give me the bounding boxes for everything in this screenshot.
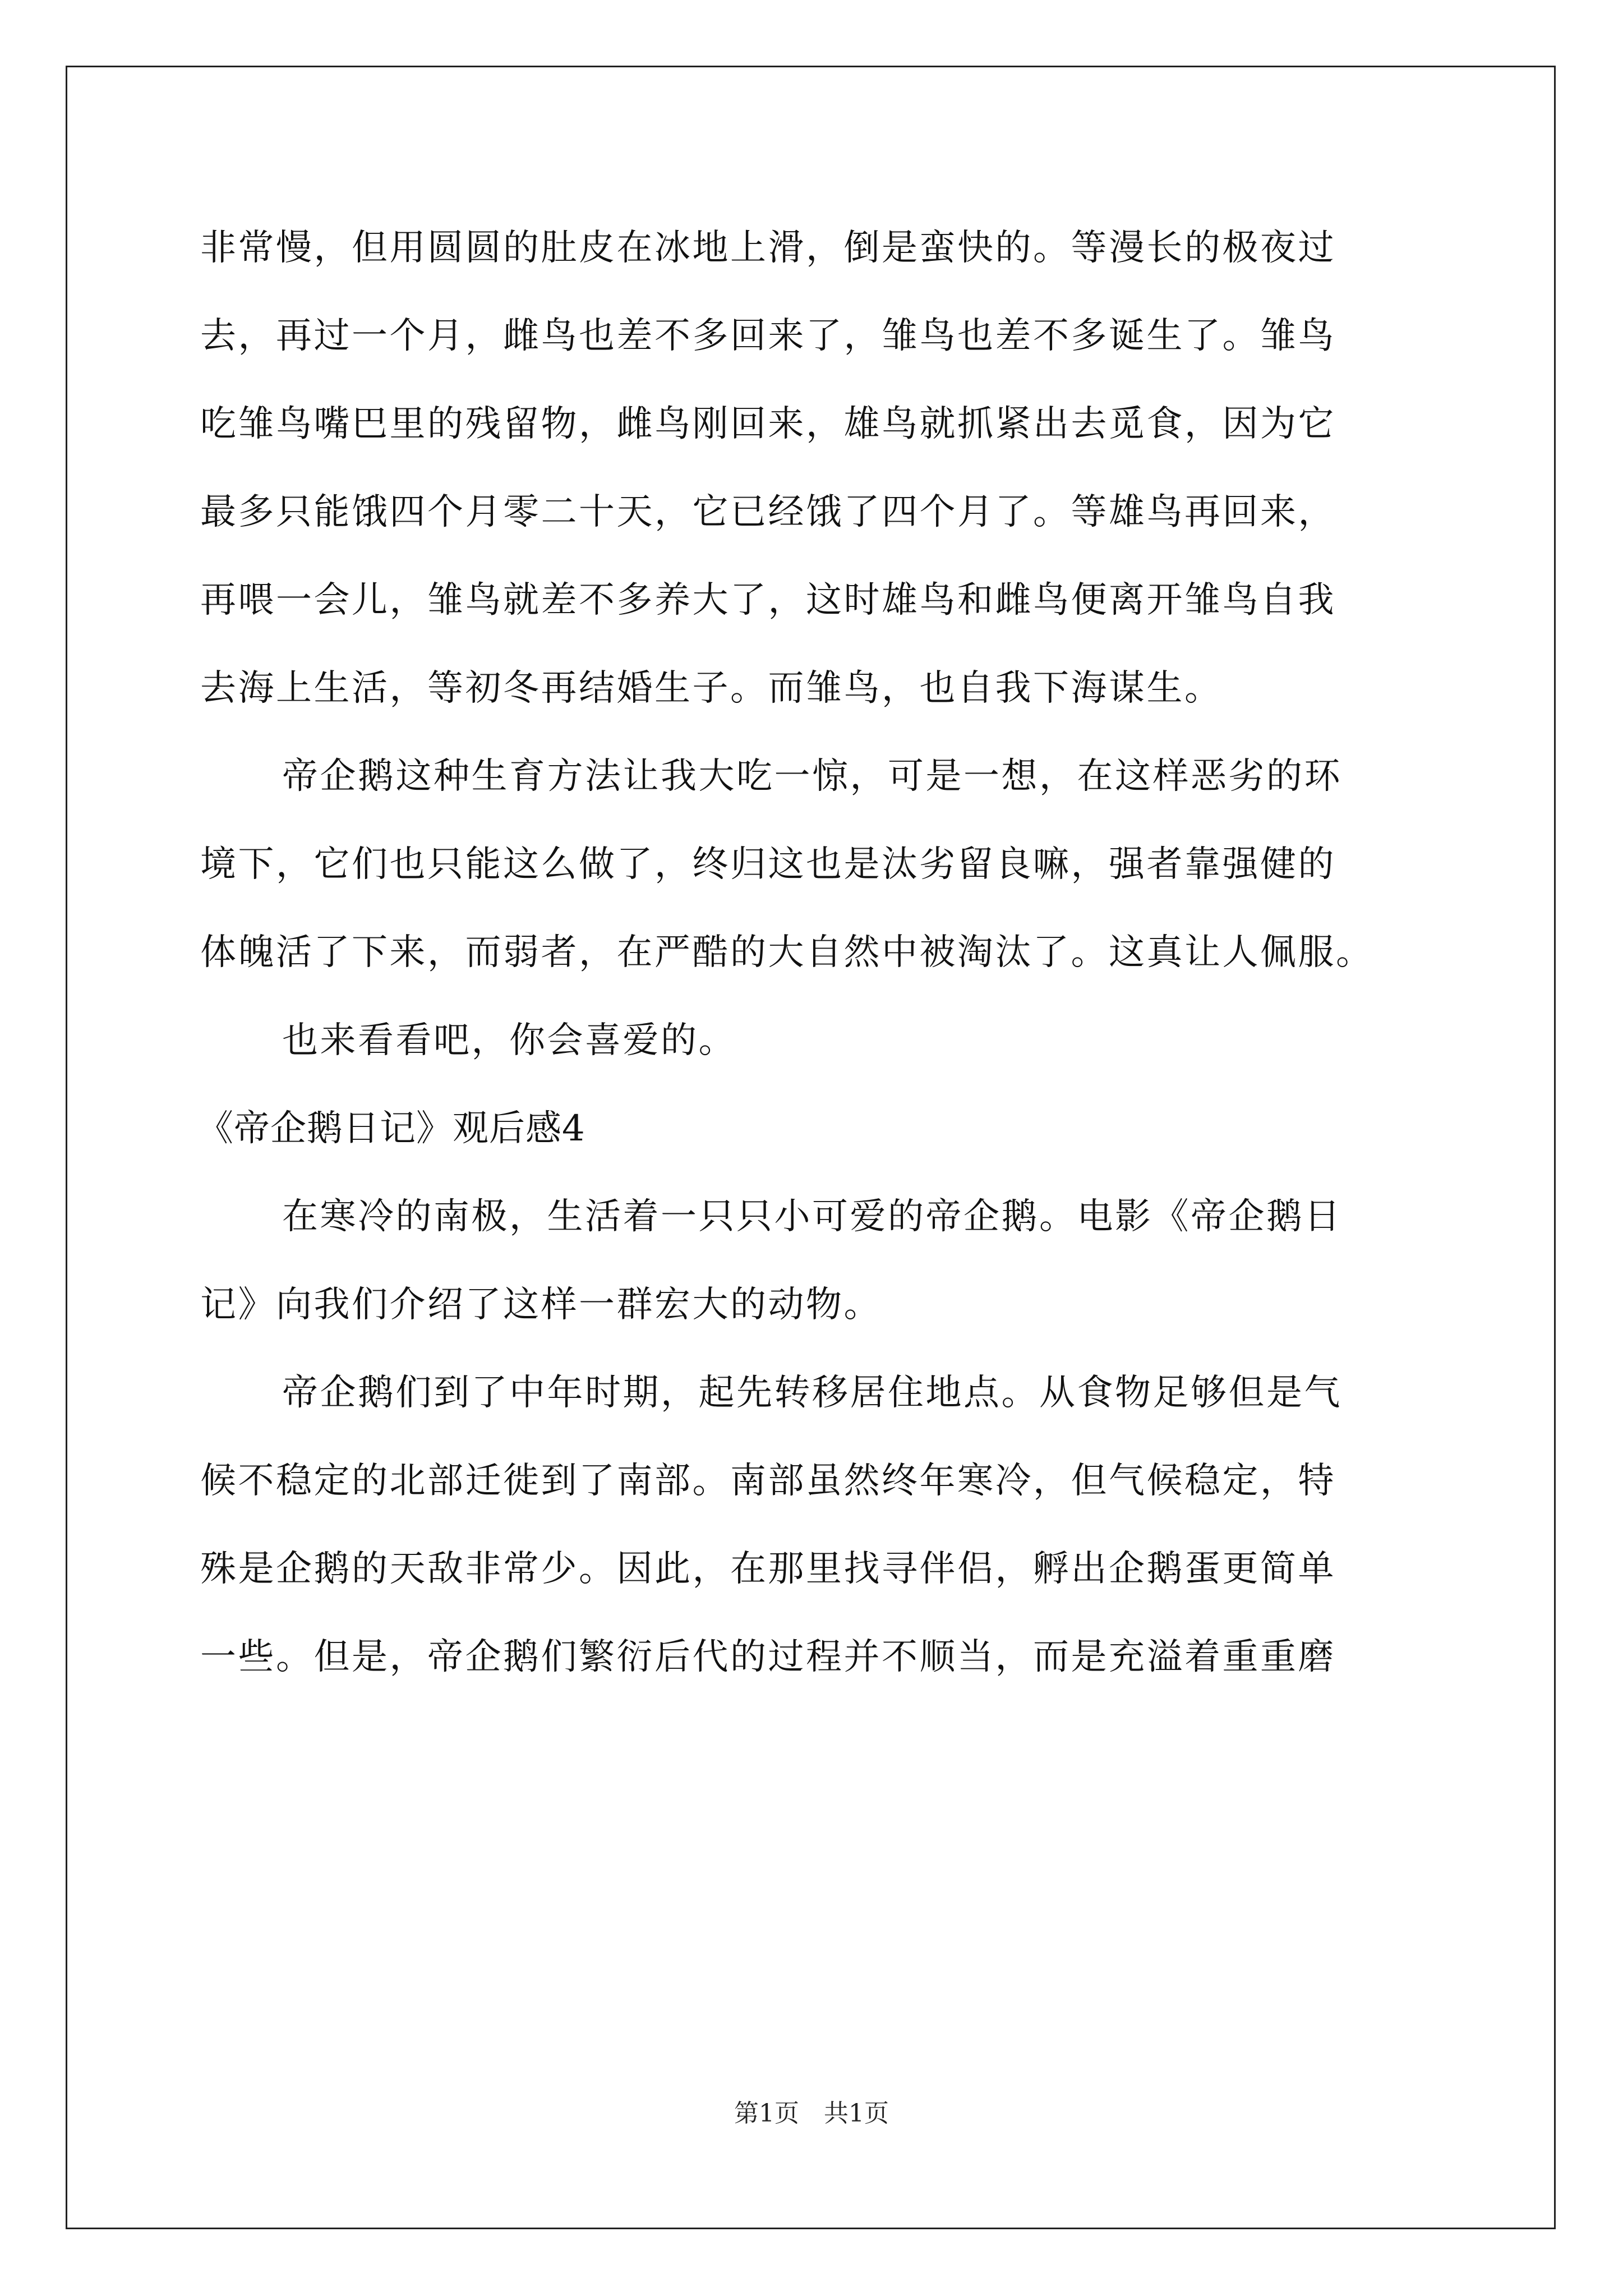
paragraph-line: 境下，它们也只能这么做了，终归这也是汰劣留良嘛，强者靠强健的 [200, 844, 1336, 885]
paragraph-line: 帝企鹅们到了中年时期，起先转移居住地点。从食物足够但是气 [282, 1372, 1342, 1414]
paragraph-line: 吃雏鸟嘴巴里的残留物，雌鸟刚回来，雄鸟就抓紧出去觅食，因为它 [200, 403, 1336, 445]
paragraph-line: 体魄活了下来，而弱者，在严酷的大自然中被淘汰了。这真让人佩服。 [200, 932, 1374, 973]
paragraph-line: 帝企鹅这种生育方法让我大吃一惊，可是一想，在这样恶劣的环 [282, 756, 1342, 797]
paragraph-line: 候不稳定的北部迁徙到了南部。南部虽然终年寒冷，但气候稳定，特 [200, 1460, 1336, 1502]
paragraph-line: 去，再过一个月，雌鸟也差不多回来了，雏鸟也差不多诞生了。雏鸟 [200, 315, 1336, 357]
paragraph-line: 一些。但是，帝企鹅们繁衍后代的过程并不顺当，而是充溢着重重磨 [200, 1636, 1336, 1678]
section-heading: 《帝企鹅日记》观后感4 [197, 1108, 585, 1149]
paragraph-line: 也来看看吧，你会喜爱的。 [282, 1020, 736, 1061]
paragraph-line: 最多只能饿四个月零二十天，它已经饿了四个月了。等雄鸟再回来， [200, 491, 1336, 533]
paragraph-line: 记》向我们介绍了这样一群宏大的动物。 [200, 1284, 882, 1326]
paragraph-line: 去海上生活，等初冬再结婚生子。而雏鸟，也自我下海谋生。 [200, 668, 1223, 709]
paragraph-line: 在寒冷的南极，生活着一只只小可爱的帝企鹅。电影《帝企鹅日 [282, 1196, 1342, 1237]
paragraph-line: 殊是企鹅的天敌非常少。因此，在那里找寻伴侣，孵出企鹅蛋更简单 [200, 1548, 1336, 1590]
page-footer: 第1页 共1页 [734, 2099, 889, 2128]
paragraph-line: 非常慢，但用圆圆的肚皮在冰地上滑，倒是蛮快的。等漫长的极夜过 [200, 227, 1336, 269]
paragraph-line: 再喂一会儿，雏鸟就差不多养大了，这时雄鸟和雌鸟便离开雏鸟自我 [200, 579, 1336, 621]
